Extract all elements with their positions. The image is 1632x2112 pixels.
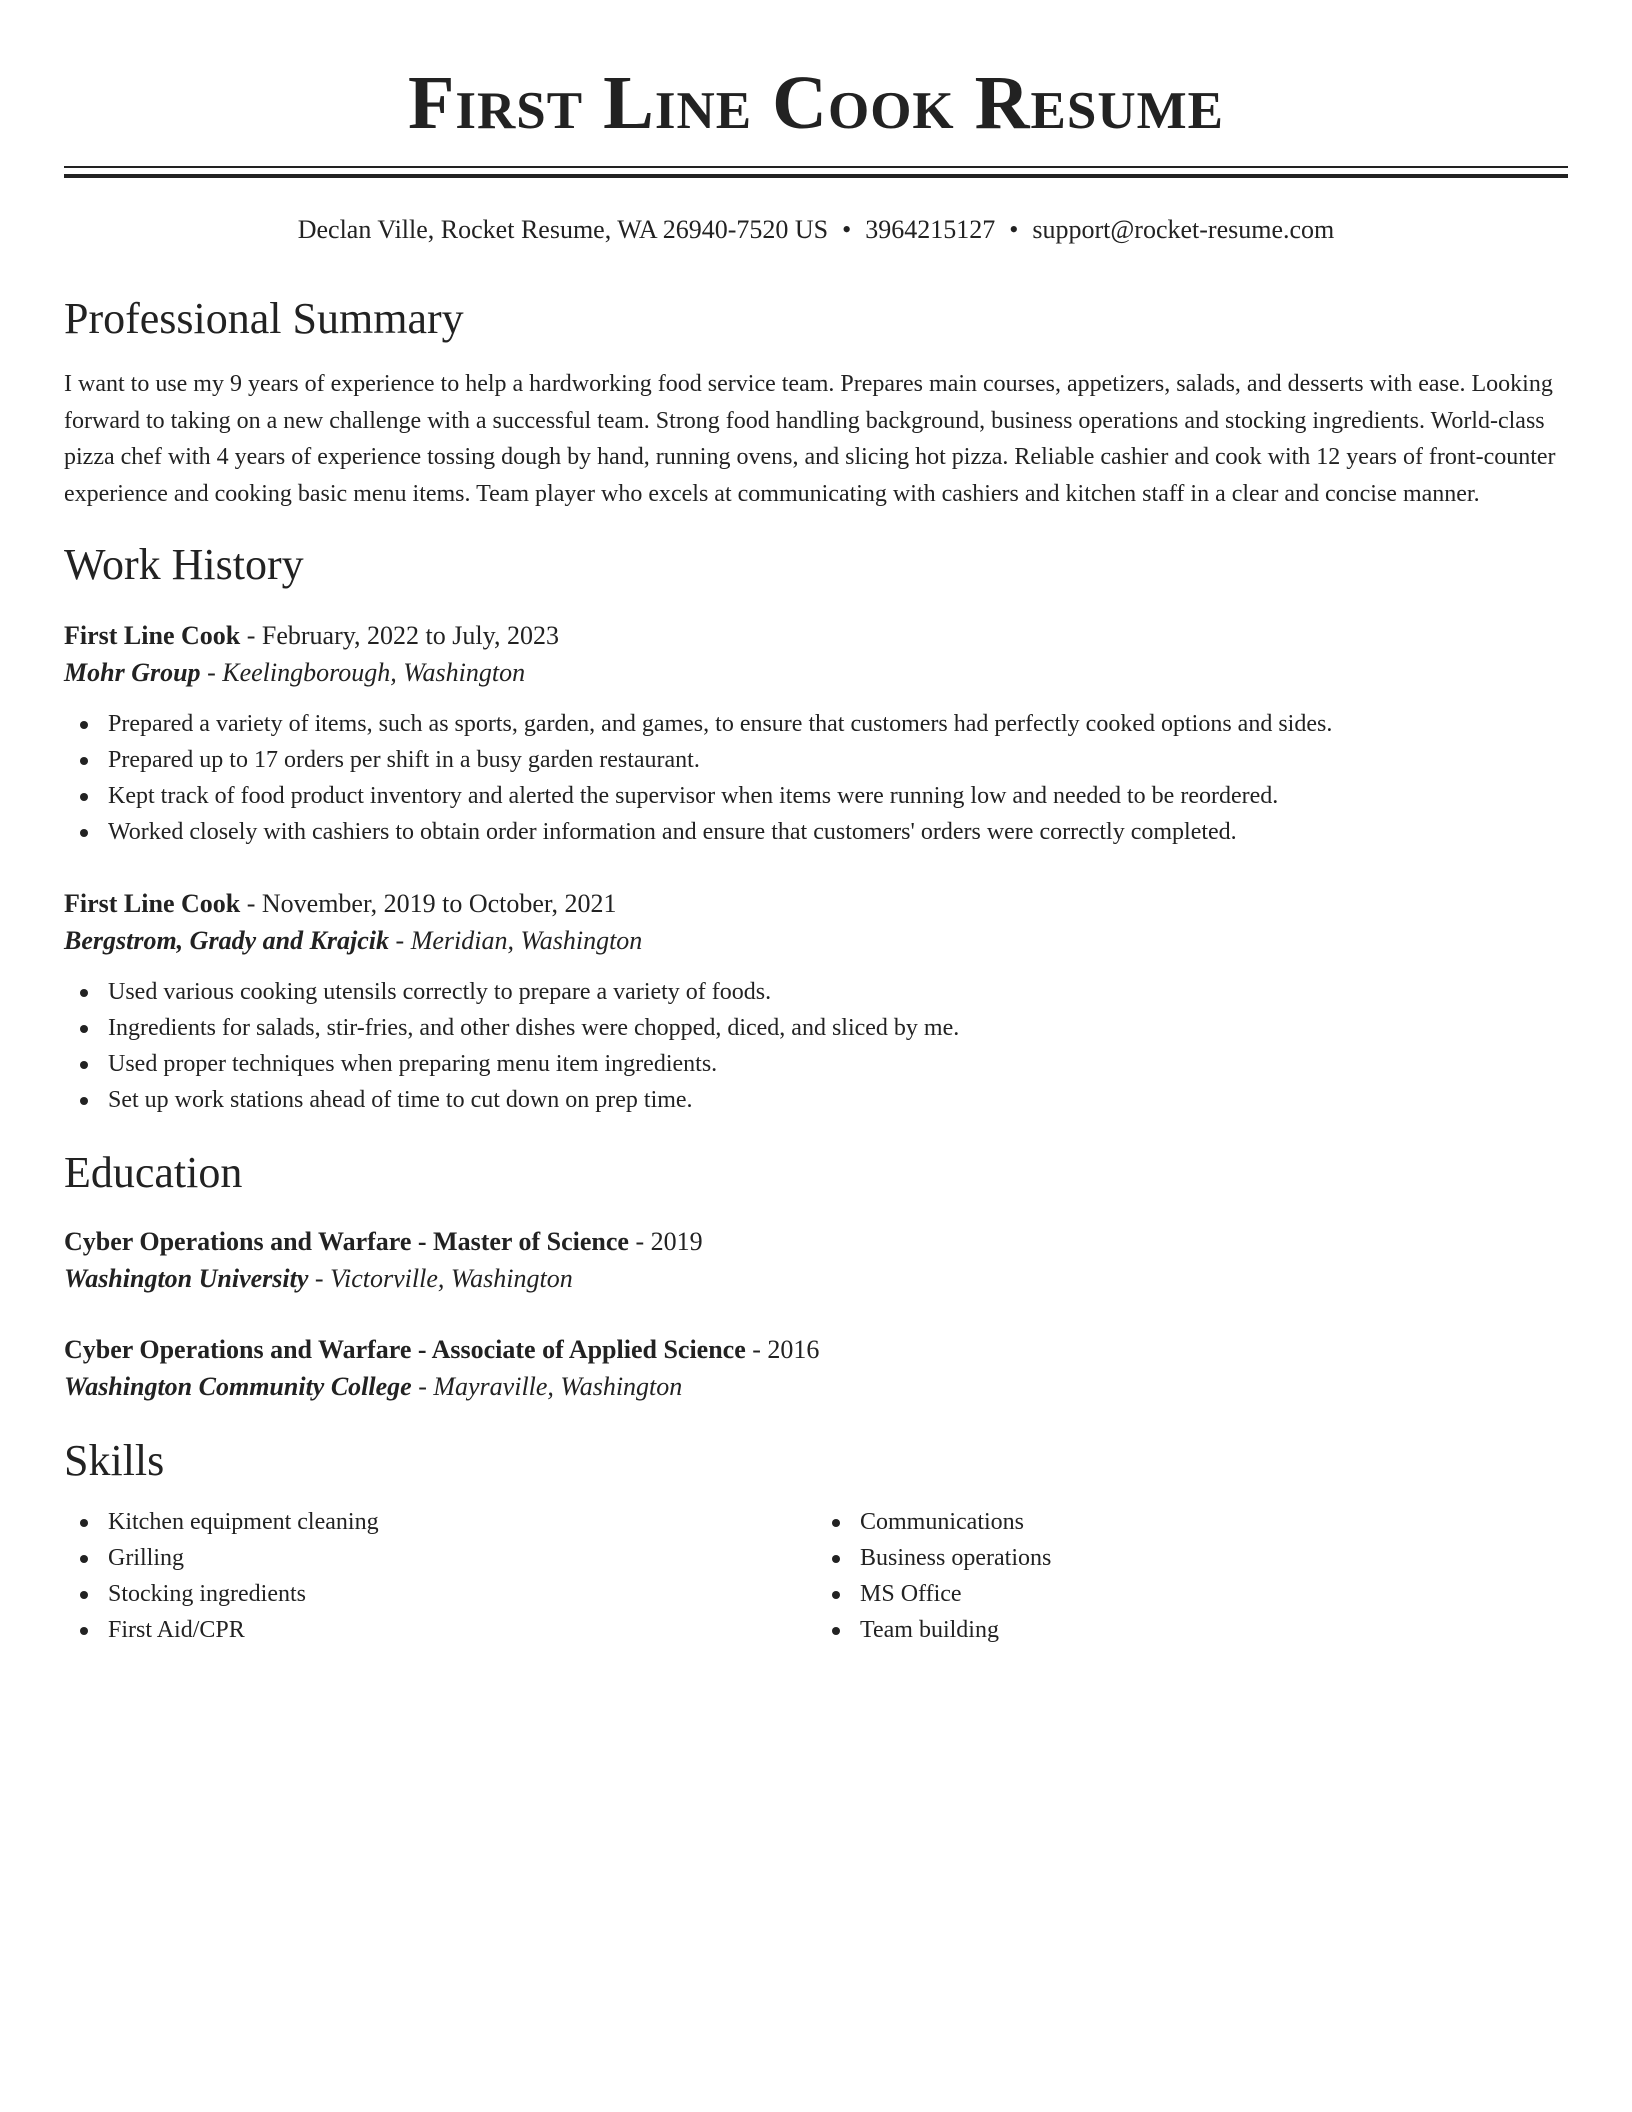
contact-line (64, 214, 1568, 246)
list-item (860, 1576, 1568, 1612)
education-institution (64, 1368, 1568, 1406)
education-location: - Victorville, Washington (308, 1264, 573, 1293)
education-header (64, 1332, 1568, 1368)
bullet-icon (832, 1591, 840, 1599)
education-year: - 2019 (628, 1227, 703, 1256)
bullet-icon (80, 757, 88, 765)
contact-separator: • (1009, 215, 1019, 244)
education-degree: Cyber Operations and Warfare - Master of Science (64, 1227, 629, 1256)
skill-item: Team building (860, 1617, 999, 1643)
education-school: Washington University (64, 1264, 309, 1293)
summary-text: I want to use my 9 years of experience to help a hardworking food service team. Prepares main courses, appetizers, salads, and desserts with ease. Looking forward to taking on a new challenge with a successful team. Strong food handling background, business operations and stocking ingredients. World-class pizza chef with 4 years of experience tossing dough by hand, running ovens, and slicing hot pizza. Reliable cashier and cook with 12 years of front-counter experience and cooking basic menu items. Team player who excels at communicating with cashiers and kitchen staff in a clear and concise manner. (64, 371, 1556, 507)
list-item (108, 974, 1568, 1010)
bullet-icon (80, 1097, 88, 1105)
work-history-heading: Work History (64, 540, 304, 589)
list-item (108, 1540, 816, 1576)
job-entry (64, 618, 1568, 850)
job-duty: Kept track of food product inventory and alerted the supervisor when items were running low and needed to be reordered. (108, 783, 1279, 809)
job-duties-list (64, 706, 1568, 850)
bullet-icon (80, 1591, 88, 1599)
skills-columns (64, 1504, 1568, 1648)
bullet-icon (80, 1061, 88, 1069)
education-degree: Cyber Operations and Warfare - Associate of Applied Science (64, 1335, 746, 1364)
list-item (108, 814, 1568, 850)
list-item (860, 1504, 1568, 1540)
skill-item: Communications (860, 1509, 1024, 1535)
education-location: - Mayraville, Washington (411, 1372, 683, 1401)
bullet-icon (80, 721, 88, 729)
resume-title: First Line Cook Resume (407, 61, 1224, 145)
job-company: Mohr Group (64, 658, 201, 687)
list-item (108, 778, 1568, 814)
job-duty: Prepared a variety of items, such as sports, garden, and games, to ensure that customers had perfectly cooked options and sides. (108, 711, 1333, 737)
skills-heading: Skills (64, 1436, 165, 1485)
list-item (108, 1612, 816, 1648)
bullet-icon (80, 989, 88, 997)
skills-list (816, 1504, 1568, 1648)
bullet-icon (80, 829, 88, 837)
list-item (108, 1082, 1568, 1118)
bullet-icon (80, 1519, 88, 1527)
bullet-icon (80, 1025, 88, 1033)
summary-heading: Professional Summary (64, 294, 464, 343)
list-item (108, 1504, 816, 1540)
list-item (108, 1010, 1568, 1046)
title-divider (64, 166, 1568, 178)
job-duty: Worked closely with cashiers to obtain order information and ensure that customers' orders were correctly completed. (108, 819, 1237, 845)
skill-item: Business operations (860, 1545, 1052, 1571)
job-company: Bergstrom, Grady and Krajcik (64, 926, 390, 955)
contact-separator: • (842, 215, 852, 244)
contact-address: Declan Ville, Rocket Resume, WA 26940-7520 US (297, 215, 829, 244)
skill-item: MS Office (860, 1581, 962, 1607)
list-item (860, 1612, 1568, 1648)
bullet-icon (832, 1555, 840, 1563)
list-item (108, 1576, 816, 1612)
education-school: Washington Community College (64, 1372, 412, 1401)
job-duty: Used various cooking utensils correctly to prepare a variety of foods. (108, 979, 772, 1005)
contact-email: support@rocket-resume.com (1032, 215, 1335, 244)
bullet-icon (80, 1555, 88, 1563)
bullet-icon (832, 1519, 840, 1527)
bullet-icon (832, 1627, 840, 1635)
skill-item: Grilling (108, 1545, 184, 1571)
education-entry (64, 1224, 1568, 1298)
job-employer (64, 922, 1568, 960)
skill-item: Kitchen equipment cleaning (108, 1509, 379, 1535)
job-employer (64, 654, 1568, 692)
skills-column-left (64, 1504, 816, 1648)
education-heading: Education (64, 1148, 243, 1197)
education-year: - 2016 (745, 1335, 820, 1364)
job-duty: Used proper techniques when preparing menu item ingredients. (108, 1051, 718, 1077)
job-dates: - November, 2019 to October, 2021 (240, 889, 617, 918)
job-duties-list (64, 974, 1568, 1118)
list-item (860, 1540, 1568, 1576)
contact-phone: 3964215127 (865, 215, 996, 244)
job-duty: Set up work stations ahead of time to cut down on prep time. (108, 1087, 693, 1113)
list-item (108, 742, 1568, 778)
education-header (64, 1224, 1568, 1260)
education-entry (64, 1332, 1568, 1406)
education-institution (64, 1260, 1568, 1298)
job-header (64, 886, 1568, 922)
bullet-icon (80, 793, 88, 801)
job-location: - Keelingborough, Washington (200, 658, 526, 687)
bullet-icon (80, 1627, 88, 1635)
job-duty: Prepared up to 17 orders per shift in a busy garden restaurant. (108, 747, 700, 773)
job-title: First Line Cook (64, 889, 241, 918)
job-title: First Line Cook (64, 621, 241, 650)
job-dates: - February, 2022 to July, 2023 (240, 621, 559, 650)
list-item (108, 706, 1568, 742)
job-location: - Meridian, Washington (389, 926, 643, 955)
job-entry (64, 886, 1568, 1118)
skills-column-right (816, 1504, 1568, 1648)
job-duty: Ingredients for salads, stir-fries, and other dishes were chopped, diced, and sliced by me. (108, 1015, 960, 1041)
job-header (64, 618, 1568, 654)
list-item (108, 1046, 1568, 1082)
skill-item: Stocking ingredients (108, 1581, 306, 1607)
skills-list (64, 1504, 816, 1648)
skill-item: First Aid/CPR (108, 1617, 245, 1643)
